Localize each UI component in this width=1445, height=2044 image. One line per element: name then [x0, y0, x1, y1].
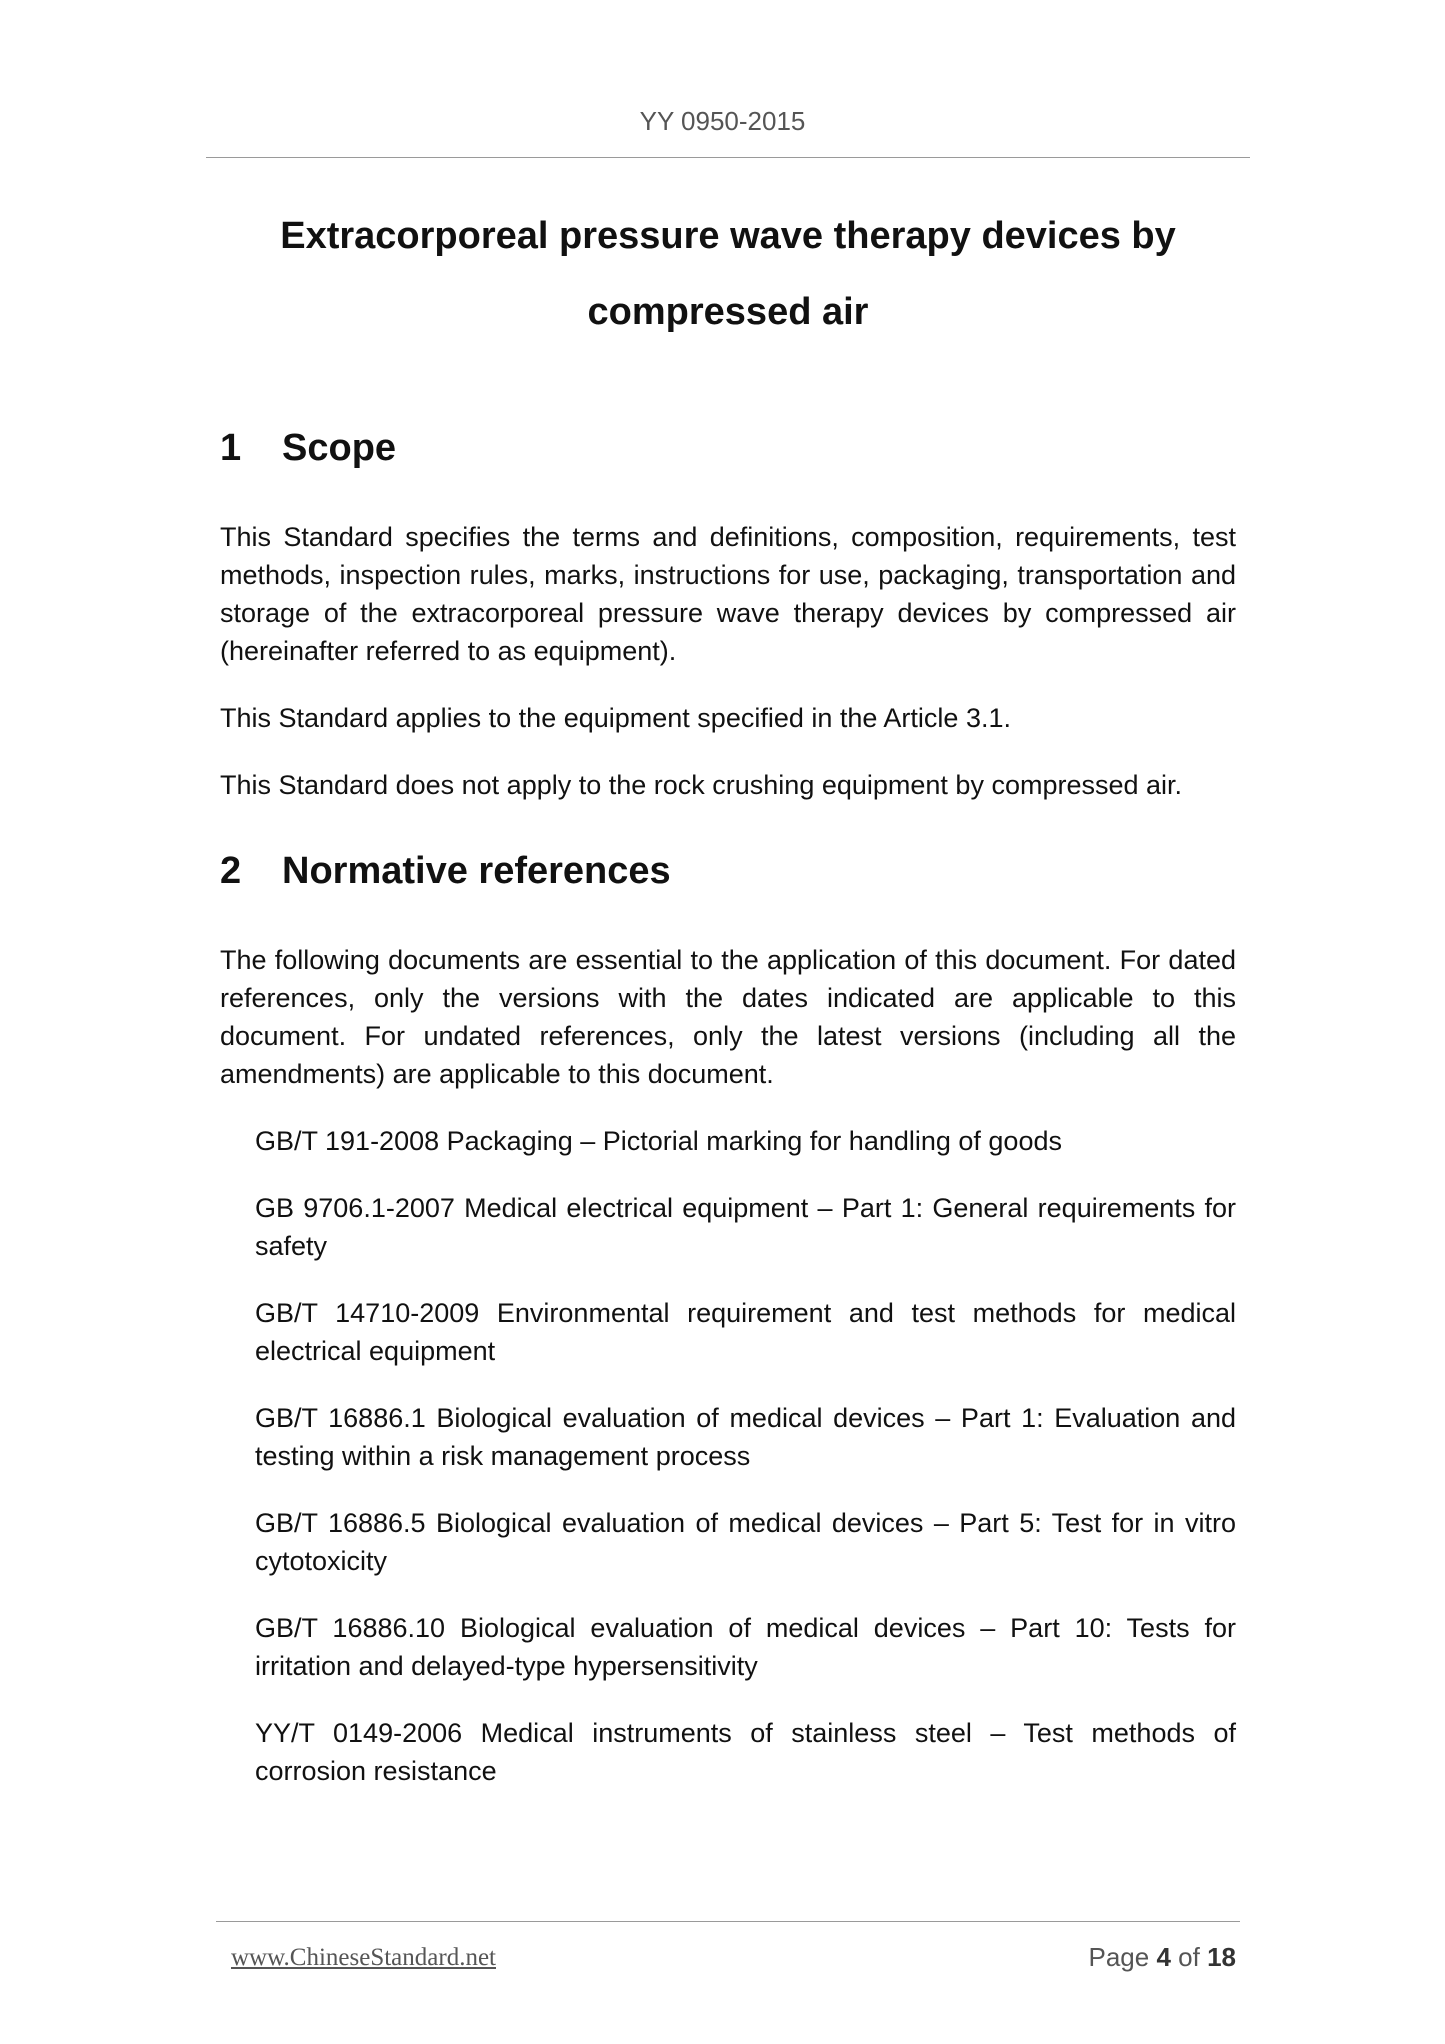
section-heading-normative-references: [220, 841, 1236, 901]
footer-website-link[interactable]: www.ChineseStandard.net: [231, 1944, 496, 1971]
page-of: of: [1178, 1942, 1200, 1972]
page-indicator: [1088, 1942, 1236, 1973]
title-line-1: Extracorporeal pressure wave therapy devices by: [280, 215, 1176, 257]
references-intro-paragraph: The following documents are essential to the application of this document. For dated references, only the versions with the dates indicated are applicable to this document. For undated references, only the latest versions (including all the amendments) are applicable to this document.: [220, 945, 1236, 1089]
reference-item: GB 9706.1-2007 Medical electrical equipment – Part 1: General requirements for safety: [255, 1193, 1236, 1261]
scope-paragraph: This Standard applies to the equipment specified in the Article 3.1.: [220, 703, 1011, 733]
section-title: Scope: [282, 427, 397, 469]
reference-item: GB/T 16886.1 Biological evaluation of medical devices – Part 1: Evaluation and testing within a risk management process: [255, 1403, 1236, 1471]
reference-item: GB/T 14710-2009 Environmental requirement and test methods for medical electrical equipment: [255, 1298, 1236, 1366]
section-title: Normative references: [282, 850, 671, 892]
section-number: 1: [220, 427, 242, 469]
header-standard-code: YY 0950-2015: [639, 106, 806, 136]
document-title: [206, 198, 1250, 350]
reference-item: GB/T 191-2008 Packaging – Pictorial marking for handling of goods: [255, 1126, 1062, 1156]
document-body: [220, 418, 1236, 1819]
page-prefix: Page: [1088, 1942, 1150, 1972]
reference-list: [220, 1122, 1236, 1790]
page-current: 4: [1156, 1942, 1171, 1972]
scope-paragraph: This Standard does not apply to the rock crushing equipment by compressed air.: [220, 770, 1183, 800]
header-divider: [206, 157, 1250, 158]
title-line-2: compressed air: [587, 291, 869, 333]
section-heading-scope: [220, 418, 1236, 478]
reference-item: GB/T 16886.10 Biological evaluation of medical devices – Part 10: Tests for irritation and delayed-type hypersensitivity: [255, 1613, 1236, 1681]
reference-item: YY/T 0149-2006 Medical instruments of stainless steel – Test methods of corrosion resistance: [255, 1718, 1236, 1786]
footer-divider: [216, 1921, 1240, 1922]
scope-paragraph: This Standard specifies the terms and definitions, composition, requirements, test methods, inspection rules, marks, instructions for use, packaging, transportation and storage of the extracorporeal pressure wave therapy devices by compressed air (hereinafter referred to as equipment).: [220, 522, 1236, 666]
reference-item: GB/T 16886.5 Biological evaluation of medical devices – Part 5: Test for in vitro cytotoxicity: [255, 1508, 1236, 1576]
section-number: 2: [220, 850, 242, 892]
page-total: 18: [1207, 1942, 1236, 1972]
